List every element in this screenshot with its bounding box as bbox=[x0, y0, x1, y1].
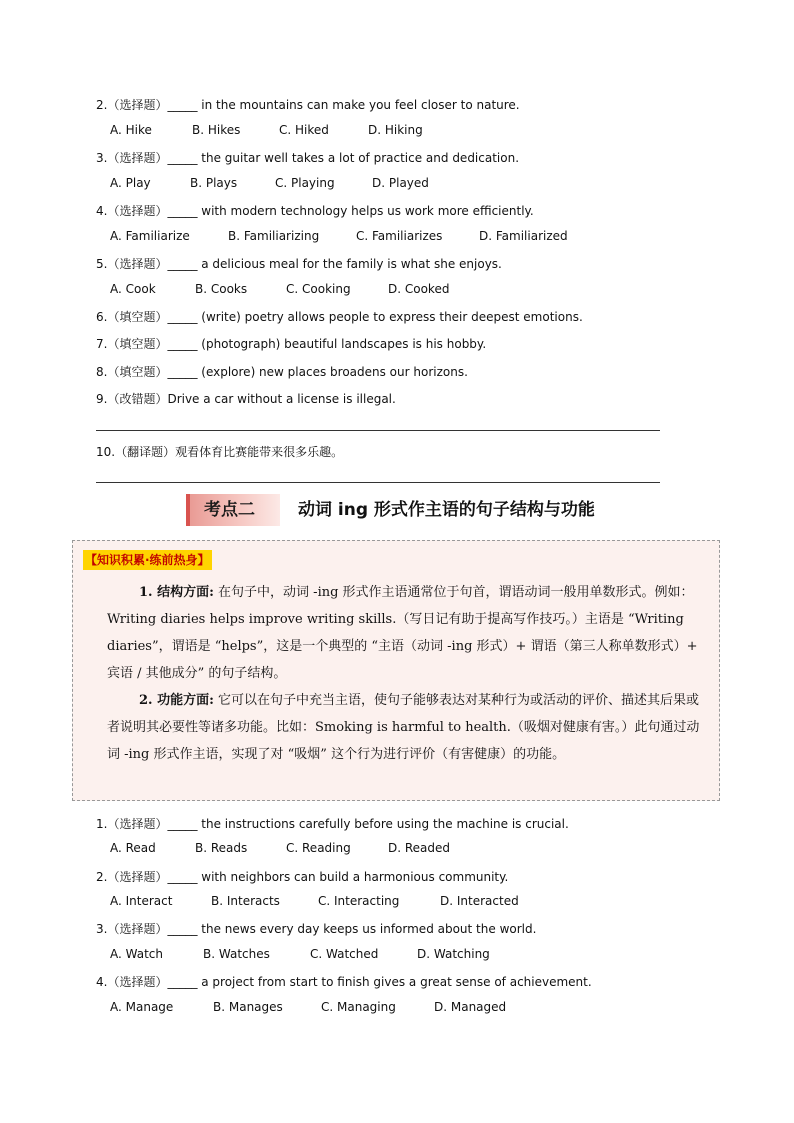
option-d[interactable]: D. Hiking bbox=[368, 123, 423, 137]
option-d[interactable]: D. Interacted bbox=[440, 894, 519, 908]
knowledge-box bbox=[72, 540, 720, 801]
knowledge-tag: 【知识积累·练前热身】 bbox=[83, 550, 212, 570]
option-b[interactable]: B. Reads bbox=[195, 841, 248, 855]
option-a[interactable]: A. Familiarize bbox=[110, 229, 190, 243]
question-3: 3.（选择题）_____ the guitar well takes a lot of practice and dedication. bbox=[96, 151, 520, 165]
knowledge-paragraph-structure bbox=[107, 579, 711, 687]
option-c[interactable]: C. Reading bbox=[286, 841, 351, 855]
option-c[interactable]: C. Managing bbox=[321, 1000, 396, 1014]
option-b[interactable]: B. Interacts bbox=[211, 894, 280, 908]
option-a[interactable]: A. Play bbox=[110, 176, 151, 190]
structure-body: 在句子中，动词 -ing 形式作主语通常位于句首，谓语动词一般用单数形式。例如：Writing diaries helps improve writing skills.（写日记有助于提高写作技巧。）主语是 “Writing diaries”，谓语是 “helps”，这是一个典型的 “主语（动词 -ing 形式）+ 谓语（第三人称单数形式）+ 宾语 / 其他成分” 的句子结构。 bbox=[107, 585, 698, 681]
question-9: 9.（改错题）Drive a car without a license is illegal. bbox=[96, 392, 396, 406]
option-b[interactable]: B. Cooks bbox=[195, 282, 248, 296]
question-7: 7.（填空题）_____ (photograph) beautiful landscapes is his hobby. bbox=[96, 337, 487, 351]
option-c[interactable]: C. Hiked bbox=[279, 123, 329, 137]
knowledge-paragraph-function bbox=[107, 687, 711, 768]
question-4: 4.（选择题）_____ with modern technology helps us work more efficiently. bbox=[96, 204, 534, 218]
option-d[interactable]: D. Managed bbox=[434, 1000, 507, 1014]
option-a[interactable]: A. Manage bbox=[110, 1000, 174, 1014]
option-b[interactable]: B. Plays bbox=[190, 176, 238, 190]
option-c[interactable]: C. Watched bbox=[310, 947, 379, 961]
option-d[interactable]: D. Familiarized bbox=[479, 229, 568, 243]
option-b[interactable]: B. Hikes bbox=[192, 123, 241, 137]
option-b[interactable]: B. Manages bbox=[213, 1000, 283, 1014]
option-a[interactable]: A. Hike bbox=[110, 123, 152, 137]
option-d[interactable]: D. Played bbox=[372, 176, 429, 190]
question-8: 8.（填空题）_____ (explore) new places broadens our horizons. bbox=[96, 365, 468, 379]
question-4b: 4.（选择题）_____ a project from start to finish gives a great sense of achievement. bbox=[96, 975, 592, 989]
answer-line-10[interactable] bbox=[96, 482, 660, 483]
question-10: 10.（翻译题）观看体育比赛能带来很多乐趣。 bbox=[96, 445, 344, 459]
structure-heading: 1. 结构方面: bbox=[139, 585, 214, 600]
option-d[interactable]: D. Watching bbox=[417, 947, 490, 961]
question-5: 5.（选择题）_____ a delicious meal for the family is what she enjoys. bbox=[96, 257, 502, 271]
function-heading: 2. 功能方面: bbox=[139, 693, 214, 708]
section-heading bbox=[186, 494, 786, 526]
option-c[interactable]: C. Cooking bbox=[286, 282, 351, 296]
option-a[interactable]: A. Watch bbox=[110, 947, 163, 961]
question-2b: 2.（选择题）_____ with neighbors can build a harmonious community. bbox=[96, 870, 509, 884]
function-body: 它可以在句子中充当主语，使句子能够表达对某种行为或活动的评价、描述其后果或者说明其必要性等诸多功能。比如：Smoking is harmful to health.（吸烟对健康有害。）此句通过动词 -ing 形式作主语，实现了对 “吸烟” 这个行为进行评价（有害健康）的功能。 bbox=[107, 693, 700, 762]
option-b[interactable]: B. Watches bbox=[203, 947, 270, 961]
question-3b: 3.（选择题）_____ the news every day keeps us informed about the world. bbox=[96, 922, 537, 936]
question-1: 1.（选择题）_____ the instructions carefully before using the machine is crucial. bbox=[96, 817, 569, 831]
option-c[interactable]: C. Interacting bbox=[318, 894, 400, 908]
option-d[interactable]: D. Cooked bbox=[388, 282, 450, 296]
option-a[interactable]: A. Cook bbox=[110, 282, 156, 296]
answer-line-9[interactable] bbox=[96, 430, 660, 431]
option-a[interactable]: A. Read bbox=[110, 841, 156, 855]
option-b[interactable]: B. Familiarizing bbox=[228, 229, 320, 243]
option-c[interactable]: C. Playing bbox=[275, 176, 335, 190]
section-title: 动词 ing 形式作主语的句子结构与功能 bbox=[298, 500, 595, 520]
question-2: 2.（选择题）_____ in the mountains can make you feel closer to nature. bbox=[96, 98, 520, 112]
question-6: 6.（填空题）_____ (write) poetry allows people to express their deepest emotions. bbox=[96, 310, 583, 324]
section-tag: 考点二 bbox=[186, 494, 280, 526]
option-c[interactable]: C. Familiarizes bbox=[356, 229, 443, 243]
option-a[interactable]: A. Interact bbox=[110, 894, 173, 908]
option-d[interactable]: D. Readed bbox=[388, 841, 451, 855]
